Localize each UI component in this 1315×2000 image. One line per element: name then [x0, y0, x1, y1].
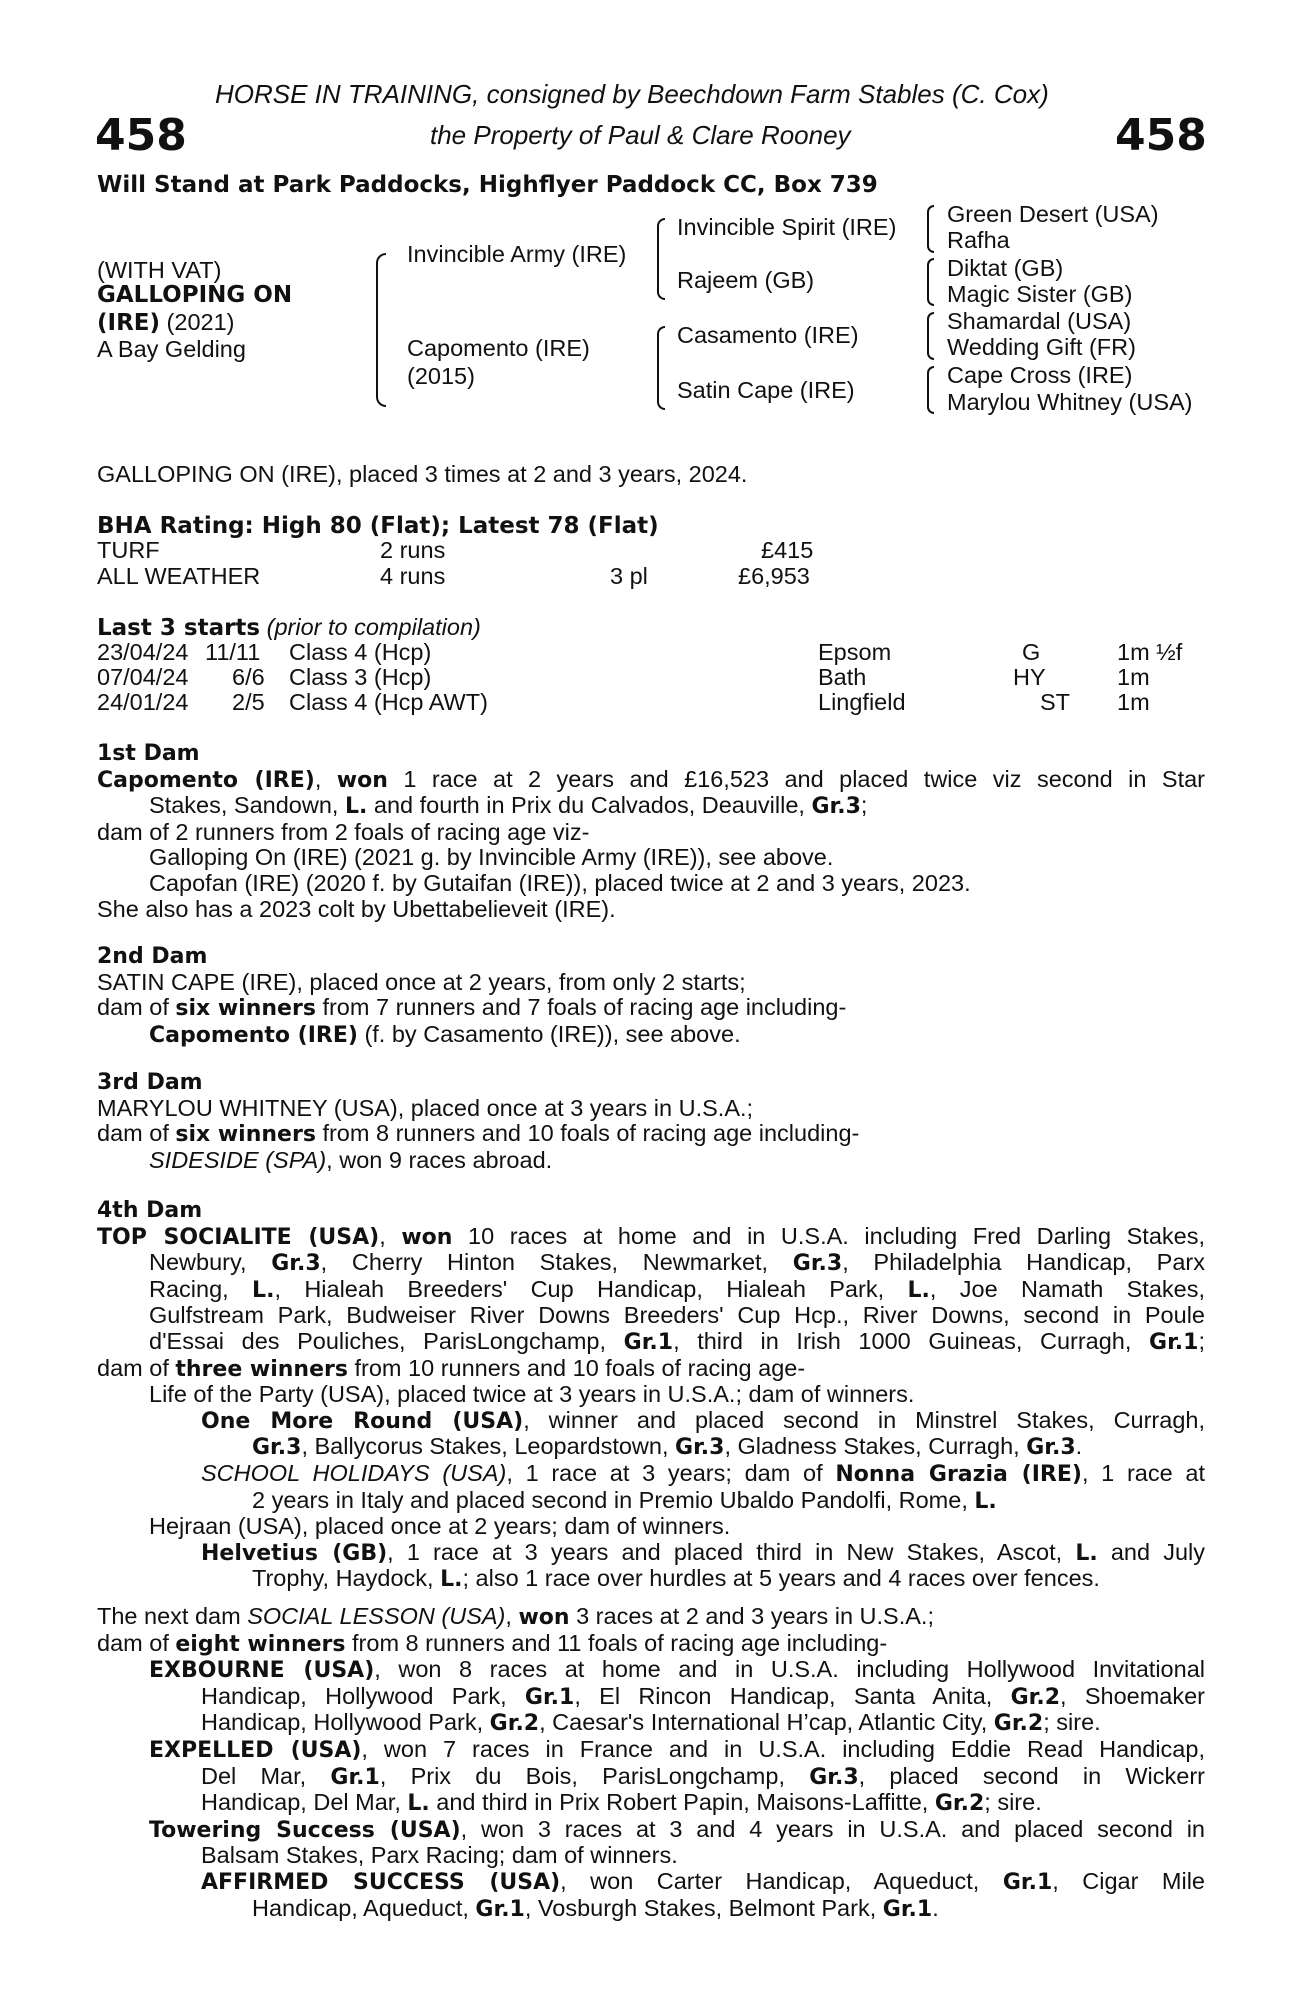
text: .: [1075, 1433, 1083, 1460]
start-course-2: Bath: [818, 664, 867, 690]
stand-location: Will Stand at Park Paddocks, Highflyer Paddock CC, Box 739: [97, 172, 878, 198]
text: , won 9 races abroad.: [326, 1146, 553, 1173]
pedigree-ds-dam: Wedding Gift (FR): [947, 334, 1136, 360]
start-dist-3: 1m: [1117, 689, 1150, 715]
horse-description: A Bay Gelding: [97, 336, 246, 362]
text: , El Rincon Handicap, Santa Anita,: [574, 1682, 1011, 1709]
pedigree-dam: Capomento (IRE): [407, 335, 590, 361]
horse-name: GALLOPING ON: [97, 282, 293, 308]
grade-label: Gr.3: [809, 1764, 859, 1790]
text: , Joe Namath Stakes,: [929, 1275, 1206, 1302]
grade-label: Gr.2: [993, 1711, 1044, 1737]
text: , placed second in Wickerr: [858, 1762, 1205, 1789]
text: from 8 runners and 10 foals of racing age including-: [315, 1120, 860, 1147]
pedigree-sd-dam: Magic Sister (GB): [947, 281, 1133, 307]
listed-label: L.: [974, 1488, 997, 1514]
last-starts-heading: [97, 615, 481, 642]
pedigree-ss-dam: Rafha: [947, 227, 1010, 253]
grade-label: Gr.1: [524, 1684, 575, 1710]
next-dam-line-6: [97, 1737, 1205, 1764]
text: , Cigar Mile: [1052, 1867, 1205, 1894]
start-date-3: 24/01/24: [97, 689, 189, 715]
text: Racing,: [149, 1275, 253, 1302]
first-dam-line-1: [97, 767, 1205, 794]
pedigree-dam-year: (2015): [407, 363, 475, 389]
text: , won Carter Handicap, Aqueduct,: [560, 1867, 1003, 1894]
text: ; sire.: [1043, 1709, 1101, 1736]
text: (f. by Casamento (IRE)), see above.: [357, 1020, 741, 1047]
rating-earnings-turf: £415: [761, 537, 814, 563]
pedigree-dd-dam: Marylou Whitney (USA): [947, 389, 1193, 415]
won-label: won: [401, 1224, 453, 1250]
produce-name: EXPELLED (USA): [149, 1737, 362, 1763]
next-dam-line-1: [97, 1604, 1205, 1631]
next-dam-line-4: [97, 1684, 1205, 1711]
consignment-line: HORSE IN TRAINING, consigned by Beechdown Farm Stables (C. Cox): [215, 79, 1049, 109]
start-going-2: HY: [1013, 664, 1046, 690]
grade-label: Gr.1: [1002, 1869, 1053, 1895]
next-dam-line-12: [97, 1896, 1205, 1923]
next-dam-line-5: [97, 1710, 1205, 1737]
fourth-dam-line-2: [97, 1250, 1205, 1277]
rating-runs-aw: 4 runs: [380, 563, 446, 589]
start-course-3: Lingfield: [818, 689, 906, 715]
grade-label: Gr.1: [623, 1329, 674, 1355]
lot-number-left: 458: [95, 110, 187, 161]
grade-label: Gr.3: [792, 1251, 843, 1277]
text: , Shoemaker: [1060, 1682, 1206, 1709]
dam-name: TOP SOCIALITE (USA): [97, 1224, 380, 1250]
lot-number-right: 458: [1115, 110, 1207, 161]
text: ; sire.: [984, 1789, 1042, 1816]
text: ; also 1 race over hurdles at 5 years and 4 races over fences.: [462, 1565, 1100, 1592]
third-dam-title: 3rd Dam: [97, 1070, 203, 1095]
text: Handicap, Del Mar,: [201, 1789, 408, 1816]
pedigree-sd-sire: Diktat (GB): [947, 255, 1064, 281]
second-dam-line-1: SATIN CAPE (IRE), placed once at 2 years, from only 2 starts;: [97, 968, 746, 995]
grade-label: Gr.1: [475, 1896, 525, 1922]
text: dam of: [97, 1120, 176, 1147]
produce-name: Helvetius (GB): [201, 1540, 388, 1566]
pedigree-bracket-sd: [927, 258, 934, 306]
text: , Prix du Bois, ParisLongchamp,: [379, 1762, 810, 1789]
fourth-dam-line-3: [97, 1277, 1205, 1304]
text: dam of: [97, 1629, 176, 1656]
start-going-1: G: [1022, 639, 1041, 665]
grade-label: Gr.3: [271, 1251, 321, 1277]
text: , won 7 races in France and in U.S.A. including Eddie Read Handicap,: [361, 1735, 1205, 1762]
start-race-1: Class 4 (Hcp): [289, 639, 432, 665]
grade-label: Gr.3: [675, 1435, 725, 1461]
property-line: the Property of Paul & Clare Rooney: [430, 120, 851, 150]
won-label: won: [518, 1605, 570, 1630]
fourth-dam-line-10: [97, 1461, 1205, 1488]
start-dist-2: 1m: [1117, 664, 1150, 690]
winners-label: six winners: [175, 1122, 316, 1148]
third-dam-line-1: MARYLOU WHITNEY (USA), placed once at 3 years in U.S.A.;: [97, 1094, 754, 1121]
text: , Caesar's International H’cap, Atlantic City,: [539, 1709, 994, 1736]
start-race-2: Class 3 (Hcp): [289, 664, 432, 690]
fourth-dam-line-13: [97, 1540, 1205, 1567]
produce-name: SIDESIDE (SPA): [149, 1146, 327, 1173]
text: , Philadelphia Handicap, Parx: [842, 1249, 1205, 1276]
fourth-dam-line-6: [97, 1356, 1205, 1383]
text: Handicap, Aqueduct,: [252, 1894, 476, 1921]
listed-label: L.: [407, 1791, 430, 1817]
text: ,: [314, 765, 337, 792]
pedigree-sire-sire: Invincible Spirit (IRE): [677, 214, 897, 240]
grade-label: Gr.2: [489, 1711, 540, 1737]
last-starts-title: Last 3 starts: [97, 615, 261, 641]
first-dam-line-3: dam of 2 runners from 2 foals of racing age viz-: [97, 818, 590, 845]
third-dam-line-3: [97, 1148, 1205, 1174]
text: Trophy, Haydock,: [252, 1565, 441, 1592]
text: from 8 runners and 11 foals of racing age including-: [345, 1629, 888, 1656]
text: from 7 runners and 7 foals of racing age including-: [315, 994, 847, 1021]
pedigree-dam-sire: Casamento (IRE): [677, 322, 859, 348]
text: from 10 runners and 10 foals of racing age-: [347, 1354, 806, 1381]
grade-label: Gr.3: [252, 1435, 302, 1461]
produce-name: Towering Success (USA): [149, 1817, 461, 1843]
start-race-3: Class 4 (Hcp AWT): [289, 689, 488, 715]
first-dam-line-2: [97, 793, 1205, 820]
text: , Gladness Stakes, Curragh,: [724, 1433, 1027, 1460]
fourth-dam-line-14: [97, 1566, 1205, 1593]
bha-rating: BHA Rating: High 80 (Flat); Latest 78 (Flat): [97, 513, 659, 539]
pedigree-bracket-ss: [927, 205, 934, 253]
pedigree-ss-sire: Green Desert (USA): [947, 201, 1159, 227]
text: , winner and placed second in Minstrel Stakes, Curragh,: [523, 1406, 1206, 1433]
second-dam-section: [97, 944, 1205, 1048]
fourth-dam-title: 4th Dam: [97, 1198, 203, 1223]
dam-name: Capomento (IRE): [97, 767, 315, 793]
second-dam-line-3: [97, 1022, 1205, 1049]
grade-label: Gr.1: [1149, 1329, 1199, 1355]
listed-label: L.: [252, 1277, 275, 1303]
second-dam-title: 2nd Dam: [97, 944, 208, 969]
fourth-dam-line-4: Gulfstream Park, Budweiser River Downs Breeders' Cup Hcp., River Downs, second in Poule: [149, 1302, 1205, 1329]
text: , third in Irish 1000 Guineas, Curragh,: [673, 1327, 1150, 1354]
pedigree-bracket-dam: [657, 326, 665, 410]
winners-label: eight winners: [175, 1631, 346, 1657]
rating-surface-aw: ALL WEATHER: [97, 563, 261, 589]
grade-label: Gr.3: [1026, 1435, 1076, 1461]
race-summary: GALLOPING ON (IRE), placed 3 times at 2 and 3 years, 2024.: [97, 461, 748, 487]
horse-year: (2021): [160, 309, 235, 335]
rating-surface-turf: TURF: [97, 537, 160, 563]
text: 1 race at 2 years and £16,523 and placed twice viz second in Star: [387, 765, 1205, 792]
text: , won 8 races at home and in U.S.A. including Hollywood Invitational: [374, 1656, 1205, 1683]
rating-earnings-aw: £6,953: [738, 563, 810, 589]
horse-origin: (IRE): [97, 310, 161, 336]
text: , won 3 races at 3 and 4 years in U.S.A. and placed second in: [460, 1815, 1206, 1842]
produce-name: One More Round (USA): [201, 1408, 524, 1434]
text: Handicap, Hollywood Park,: [201, 1682, 525, 1709]
text: ;: [1198, 1327, 1205, 1354]
third-dam-line-2: [97, 1121, 1205, 1148]
won-label: won: [336, 767, 388, 793]
pedigree-ds-sire: Shamardal (USA): [947, 308, 1132, 334]
produce-name: SCHOOL HOLIDAYS (USA): [201, 1459, 507, 1486]
rating-runs-turf: 2 runs: [380, 537, 446, 563]
text: ,: [379, 1222, 402, 1249]
produce-name: AFFIRMED SUCCESS (USA): [201, 1869, 561, 1895]
next-dam-line-9: [97, 1817, 1205, 1844]
winners-label: six winners: [175, 996, 316, 1022]
text: 10 races at home and in U.S.A. including Fred Darling Stakes,: [452, 1222, 1206, 1249]
fourth-dam-line-5: [97, 1329, 1205, 1356]
text: dam of: [97, 994, 176, 1021]
first-dam-line-5: Capofan (IRE) (2020 f. by Gutaifan (IRE)), placed twice at 2 and 3 years, 2023.: [149, 869, 971, 896]
text: , Cherry Hinton Stakes, Newmarket,: [320, 1249, 793, 1276]
vat-note: (WITH VAT): [97, 257, 222, 283]
start-going-3: ST: [1040, 689, 1071, 715]
text: ;: [860, 792, 868, 819]
text: 2 years in Italy and placed second in Premio Ubaldo Pandolfi, Rome,: [252, 1486, 975, 1513]
text: Newbury,: [149, 1249, 272, 1276]
text: dam of: [97, 1354, 176, 1381]
text: ,: [505, 1603, 519, 1629]
next-dam-line-11: [97, 1869, 1205, 1896]
listed-label: L.: [1075, 1540, 1098, 1566]
grade-label: Gr.1: [330, 1764, 380, 1790]
text: , Ballycorus Stakes, Leopardstown,: [301, 1433, 676, 1460]
next-dam-section: [97, 1604, 1205, 1922]
text: Handicap, Hollywood Park,: [201, 1709, 490, 1736]
text: , Hialeah Breeders' Cup Handicap, Hialeah Park,: [274, 1275, 908, 1302]
pedigree-bracket-dd: [927, 366, 934, 414]
pedigree-bracket-main: [376, 253, 386, 407]
start-date-1: 23/04/24: [97, 639, 189, 665]
produce-name: Capomento (IRE): [149, 1022, 358, 1048]
winners-label: three winners: [175, 1356, 348, 1382]
text: , 1 race at 3 years and placed third in New Stakes, Ascot,: [387, 1538, 1076, 1565]
pedigree-sire-dam: Rajeem (GB): [677, 267, 815, 293]
fourth-dam-line-1: [97, 1224, 1205, 1251]
pedigree-dd-sire: Cape Cross (IRE): [947, 362, 1133, 388]
produce-name: EXBOURNE (USA): [149, 1658, 375, 1684]
pedigree-bracket-sire: [657, 218, 665, 300]
next-dam-line-8: [97, 1790, 1205, 1817]
text: and third in Prix Robert Papin, Maisons-Laffitte,: [429, 1789, 935, 1816]
grade-label: Gr.3: [811, 794, 861, 820]
text: d'Essai des Pouliches, ParisLongchamp,: [149, 1327, 624, 1354]
text: and July: [1097, 1538, 1206, 1565]
first-dam-title: 1st Dam: [97, 741, 200, 766]
dam-name: SOCIAL LESSON (USA): [247, 1603, 506, 1629]
grade-label: Gr.2: [1010, 1684, 1061, 1710]
pedigree-bracket-ds: [927, 312, 934, 360]
text: , 1 race at: [1081, 1459, 1205, 1486]
grade-label: Gr.1: [882, 1896, 933, 1922]
listed-label: L.: [907, 1277, 930, 1303]
rating-placed-aw: 3 pl: [610, 563, 648, 589]
next-dam-line-3: [97, 1657, 1205, 1684]
text: , 1 race at 3 years; dam of: [506, 1459, 836, 1486]
text: The next dam: [97, 1603, 248, 1629]
last-starts-note: (prior to compilation): [260, 614, 481, 640]
start-date-2: 07/04/24: [97, 664, 189, 690]
fourth-dam-line-8: [97, 1408, 1205, 1435]
third-dam-section: [97, 1070, 1205, 1173]
pedigree-dam-dam: Satin Cape (IRE): [677, 377, 855, 403]
first-dam-line-4: Galloping On (IRE) (2021 g. by Invincible Army (IRE)), see above.: [149, 844, 834, 871]
start-pos-1: 11/11: [205, 639, 261, 665]
produce-name: Nonna Grazia (IRE): [835, 1461, 1082, 1487]
text: and fourth in Prix du Calvados, Deauville,: [367, 792, 812, 819]
grade-label: Gr.2: [934, 1791, 985, 1817]
first-dam-line-6: She also has a 2023 colt by Ubettabelieveit (IRE).: [97, 895, 616, 922]
next-dam-line-10: Balsam Stakes, Parx Racing; dam of winners.: [201, 1842, 678, 1869]
text: , Vosburgh Stakes, Belmont Park,: [524, 1894, 883, 1921]
second-dam-line-2: [97, 995, 1205, 1022]
text: Stakes, Sandown,: [149, 792, 345, 819]
fourth-dam-line-12: Hejraan (USA), placed once at 2 years; dam of winners.: [149, 1513, 731, 1540]
fourth-dam-line-11: [97, 1488, 1205, 1515]
text: Del Mar,: [201, 1762, 331, 1789]
first-dam-section: [97, 741, 1205, 922]
pedigree-sire: Invincible Army (IRE): [407, 241, 627, 267]
listed-label: L.: [440, 1567, 463, 1593]
fourth-dam-section: [97, 1198, 1205, 1593]
text: 3 races at 2 and 3 years in U.S.A.;: [569, 1603, 934, 1629]
start-dist-1: 1m ½f: [1117, 639, 1183, 665]
start-pos-2: 6/6: [232, 664, 265, 690]
text: .: [932, 1894, 939, 1921]
next-dam-line-2: [97, 1631, 1205, 1658]
horse-origin-year: [97, 310, 234, 337]
start-pos-3: 2/5: [232, 689, 265, 715]
fourth-dam-line-7: Life of the Party (USA), placed twice at 3 years in U.S.A.; dam of winners.: [149, 1381, 915, 1408]
listed-label: L.: [344, 794, 368, 820]
next-dam-line-7: [97, 1764, 1205, 1791]
fourth-dam-line-9: [97, 1434, 1205, 1461]
start-course-1: Epsom: [818, 639, 892, 665]
